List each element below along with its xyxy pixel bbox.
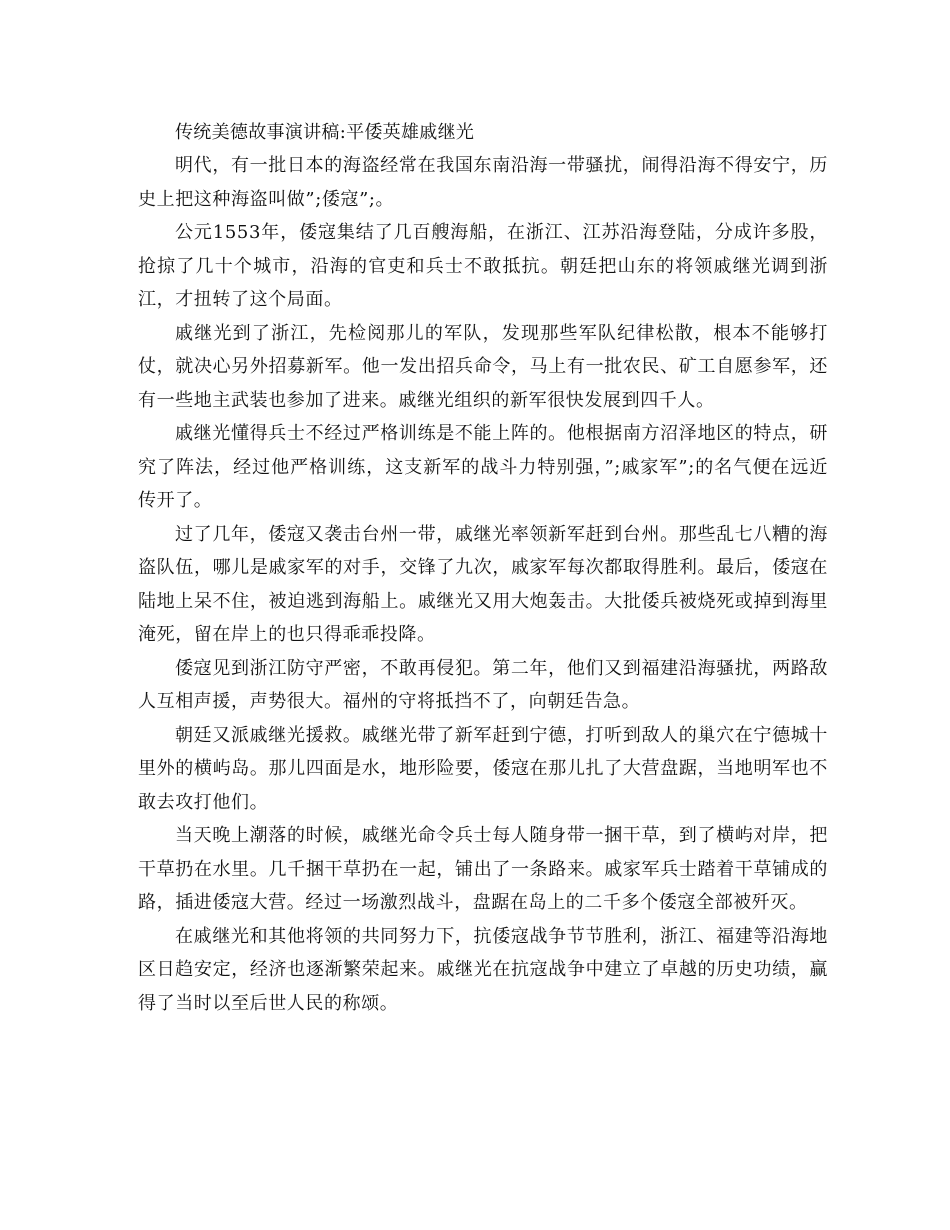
paragraph-4: 戚继光懂得兵士不经过严格训练是不能上阵的。他根据南方沼泽地区的特点，研究了阵法，经过他严格训练，这支新军的战斗力特别强，”;戚家军”;的名气便在远近传开了。 [138, 423, 828, 511]
paragraph-1: 明代，有一批日本的海盗经常在我国东南沿海一带骚扰，闹得沿海不得安宁，历史上把这种海盗叫做”;倭寇”;。 [138, 155, 828, 210]
paragraph-9: 在戚继光和其他将领的共同努力下，抗倭寇战争节节胜利，浙江、福建等沿海地区日趋安定，经济也逐渐繁荣起来。戚继光在抗寇战争中建立了卓越的历史功绩，赢得了当时以至后世人民的称颂。 [138, 925, 828, 1014]
paragraph-2: 公元1553年，倭寇集结了几百艘海船，在浙江、江苏沿海登陆，分成许多股，抢掠了几十个城市，沿海的官吏和兵士不敢抵抗。朝廷把山东的将领戚继光调到浙江，才扭转了这个局面。 [138, 222, 828, 310]
document-body [138, 116, 828, 1020]
paragraph-8: 当天晚上潮落的时候，戚继光命令兵士每人随身带一捆干草，到了横屿对岸，把干草扔在水里。几千捆干草扔在一起，铺出了一条路来。戚家军兵士踏着干草铺成的路，插进倭寇大营。经过一场激烈战斗，盘踞在岛上的二千多个倭寇全部被歼灭。 [138, 825, 828, 913]
paragraph-6: 倭寇见到浙江防守严密，不敢再侵犯。第二年，他们又到福建沿海骚扰，两路敌人互相声援，声势很大。福州的守将抵挡不了，向朝廷告急。 [138, 657, 828, 712]
paragraph-3: 戚继光到了浙江，先检阅那儿的军队，发现那些军队纪律松散，根本不能够打仗，就决心另外招募新军。他一发出招兵命令，马上有一批农民、矿工自愿参军，还有一些地主武装也参加了进来。戚继光组织的新军很快发展到四千人。 [138, 322, 828, 411]
paragraph-7: 朝廷又派戚继光援救。戚继光带了新军赶到宁德，打听到敌人的巢穴在宁德城十里外的横屿岛。那儿四面是水，地形险要，倭寇在那儿扎了大营盘踞，当地明军也不敢去攻打他们。 [138, 724, 828, 813]
paragraph-5: 过了几年，倭寇又袭击台州一带，戚继光率领新军赶到台州。那些乱七八糟的海盗队伍，哪儿是戚家军的对手，交锋了九次，戚家军每次都取得胜利。最后，倭寇在陆地上呆不住，被迫逃到海船上。戚继光又用大炮轰击。大批倭兵被烧死或掉到海里淹死，留在岸上的也只得乖乖投降。 [138, 523, 828, 645]
document-title: 传统美德故事演讲稿:平倭英雄戚继光 [175, 122, 475, 143]
